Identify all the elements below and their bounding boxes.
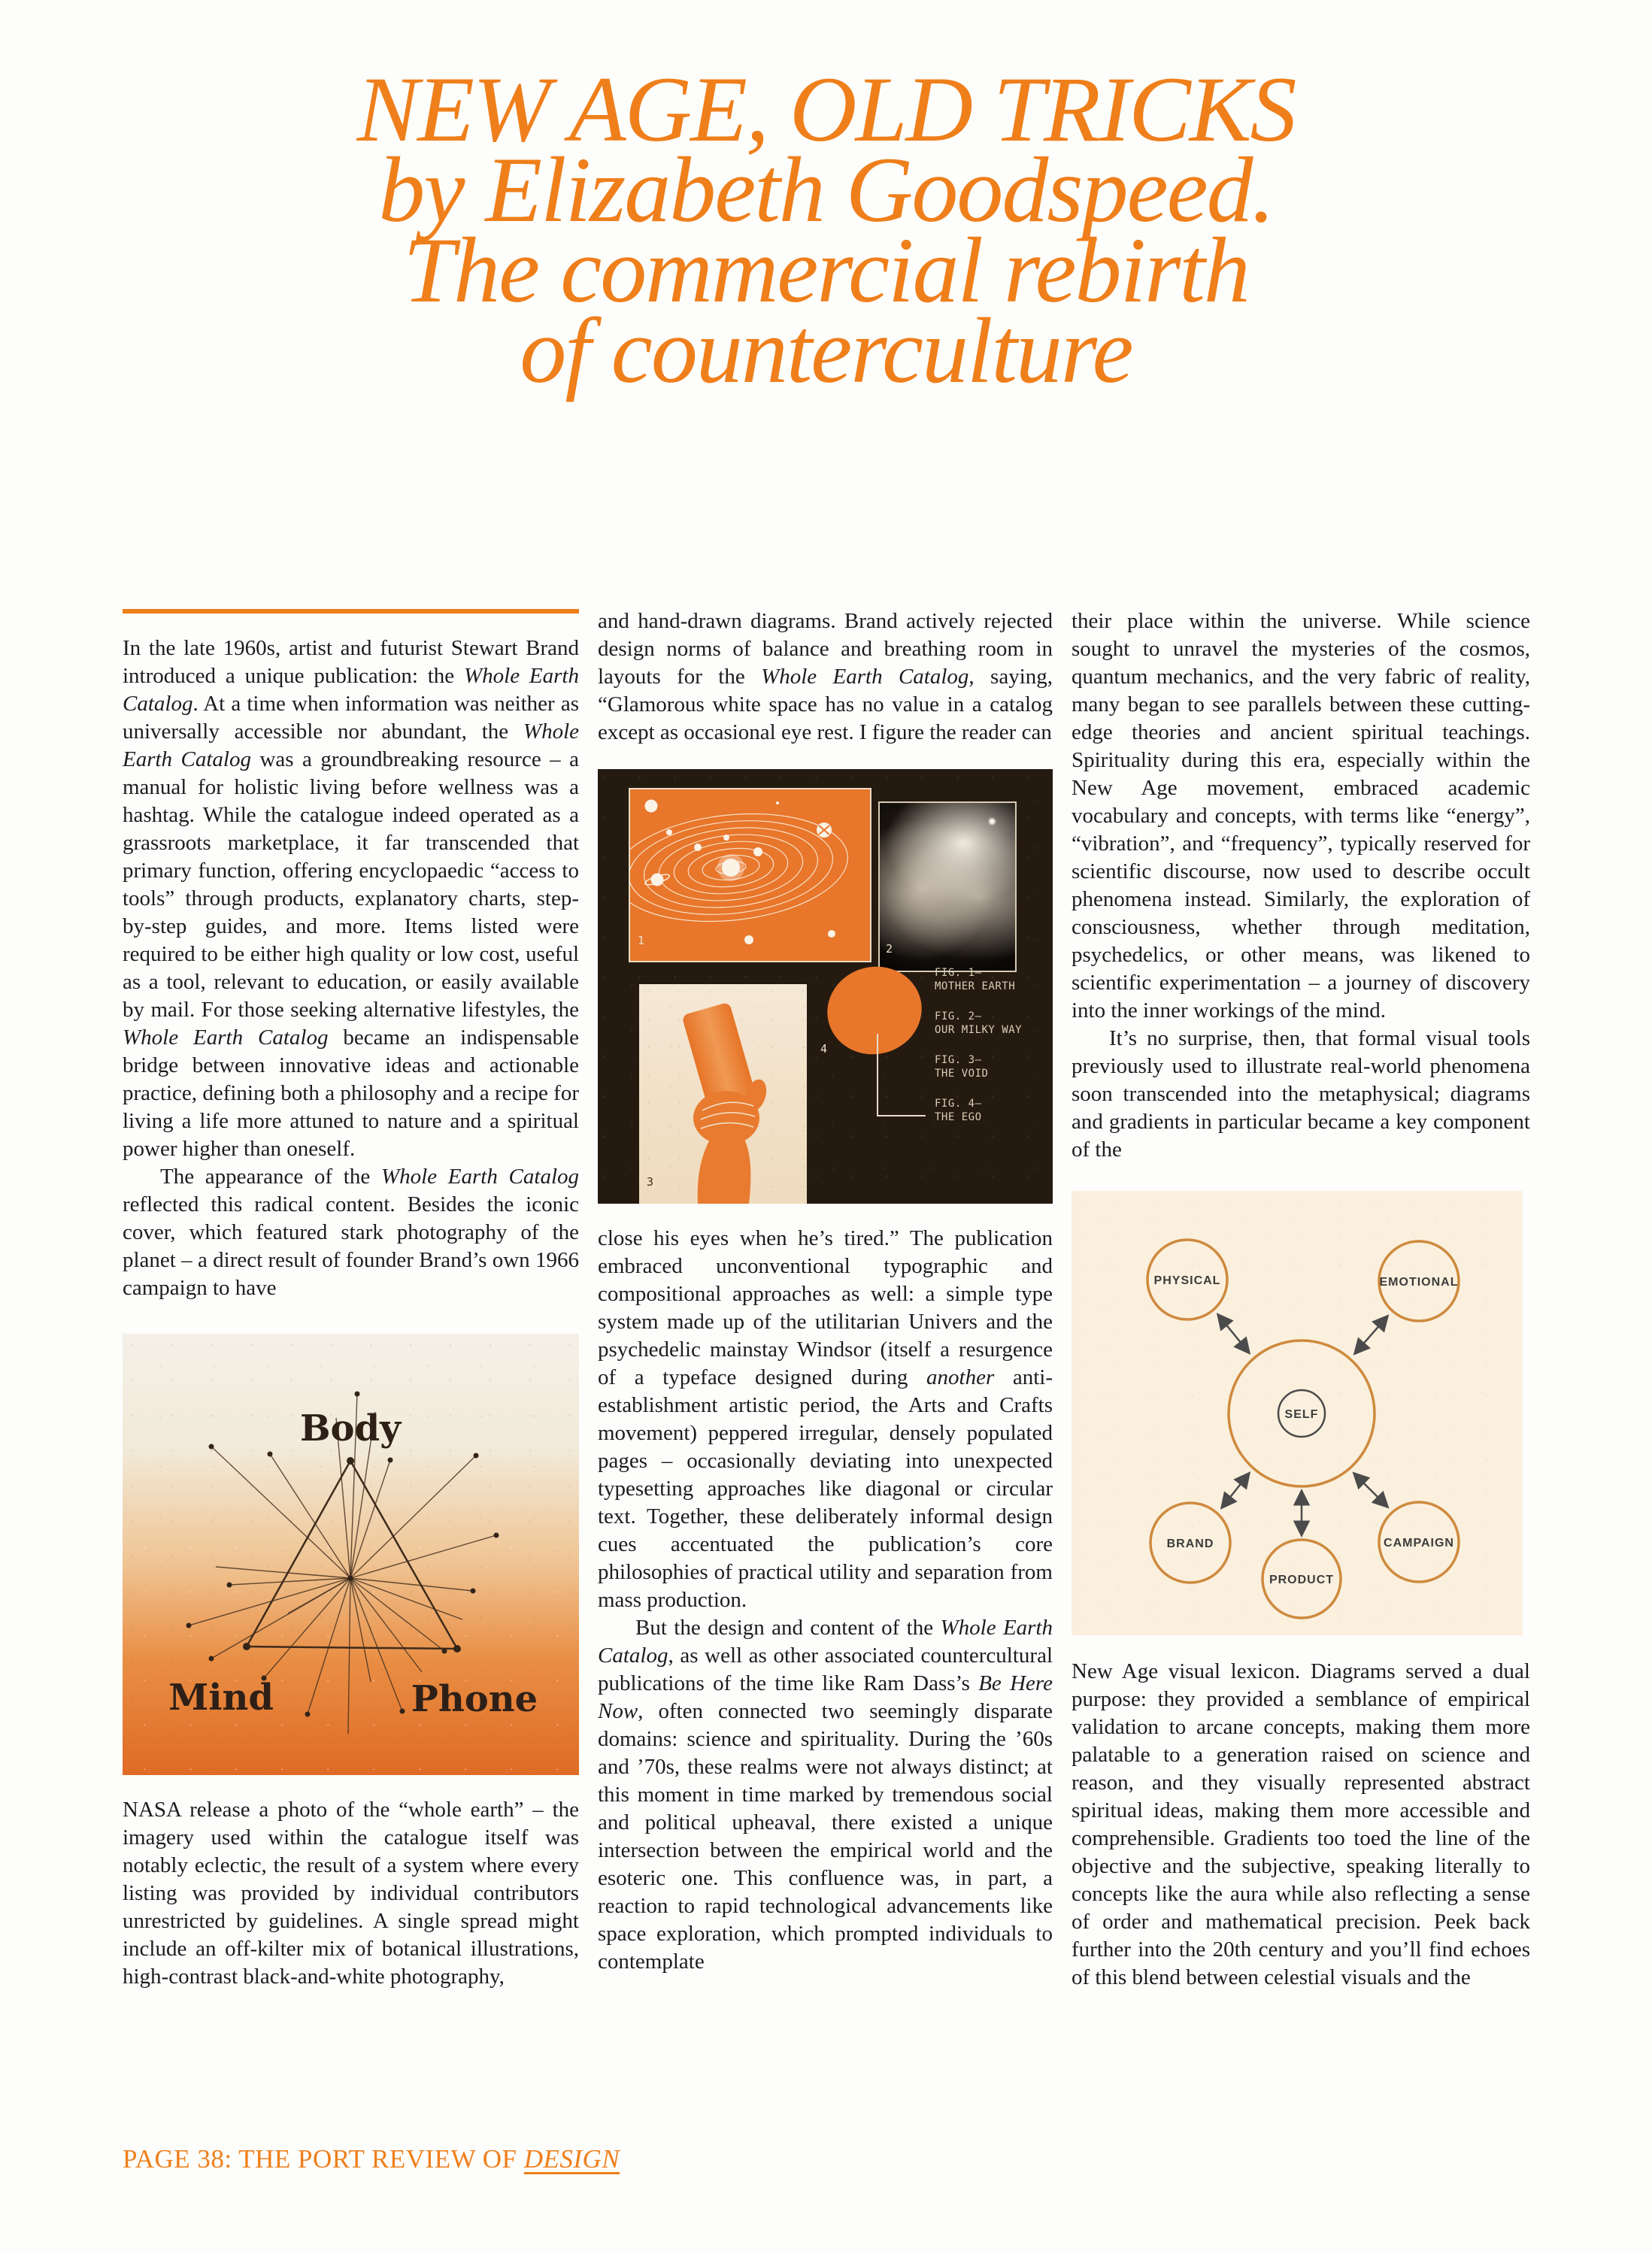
- title-line-4: of counterculture: [520, 299, 1132, 402]
- panel-1-label: 1: [638, 934, 645, 947]
- self-diagram-graphic: [1072, 1191, 1523, 1635]
- solar-system-graphic: [630, 789, 870, 961]
- panel-4-label: 4: [820, 1042, 828, 1056]
- title-line-3: The commercial rebirth: [403, 219, 1249, 322]
- caption-fig-3: FIG. 3– THE VOID: [935, 1054, 989, 1080]
- paragraph: and hand-drawn diagrams. Brand actively rejected design norms of balance and breathing room in layouts for the Whole Earth Catalog, saying, “Glamorous white space has no value in a catalog except as occasional eye rest. I figure the reader can: [598, 609, 1053, 744]
- hand-phone-panel: [639, 984, 807, 1204]
- mind-map-graphic: [123, 1334, 579, 1775]
- mind-map-figure: [123, 1334, 579, 1775]
- paragraph: NASA release a photo of the “whole earth” – the imagery used within the catalogue itself was notably eclectic, the result of a system where every listing was provided by individual contributors unrestricted by guidelines. A single spread might include an off-kilter mix of botanical illustrations, high-contrast black-and-white photography,: [123, 1798, 579, 1989]
- article-column-left: [123, 601, 579, 1991]
- brand-label: BRAND: [1166, 1538, 1214, 1550]
- caption-fig-4: FIG. 4– THE EGO: [935, 1098, 982, 1123]
- self-label: SELF: [1284, 1408, 1319, 1421]
- ego-connector-line: [877, 1034, 926, 1116]
- article-column-middle: [598, 601, 1053, 1976]
- footer-text: PAGE 38: THE PORT REVIEW OF: [123, 2144, 524, 2174]
- caption-fig-1: FIG. 1– MOTHER EARTH: [935, 967, 1016, 992]
- nebula-panel: [878, 801, 1017, 972]
- column-rule: [123, 609, 579, 613]
- title-line-1: NEW AGE, OLD TRICKS: [356, 58, 1296, 161]
- triangle-label-phone: Phone: [411, 1678, 538, 1720]
- title-line-2: by Elizabeth Goodspeed.: [378, 138, 1274, 241]
- self-diagram-figure: [1072, 1191, 1523, 1635]
- panel-2-label: 2: [886, 942, 893, 956]
- paragraph: In the late 1960s, artist and futurist Stewart Brand introduced a unique publication: the Whole Earth Catalog. At a time when information was neither as universally accessible nor abundant, the Whole Earth Catalog was a groundbreaking resource – a manual for holistic living before wellness was a hashtag. While the catalogue indeed operated as a grassroots marketplace, it far transcended that primary function, offering encyclopaedic “access to tools” through products, explanatory charts, step-by-step guides, and more. Items listed were required to be either high quality or low cost, useful as a tool, relevant to education, or easily available by mail. For those seeking alternative lifestyles, the Whole Earth Catalog became an indispensable bridge between innovative ideas and actionable practice, defining both a philosophy and a recipe for living a life more attuned to nature and a spiritual power higher than oneself.: [123, 636, 579, 1161]
- panel-3-label: 3: [647, 1175, 654, 1189]
- paragraph: But the design and content of the Whole Earth Catalog, as well as other associated countercultural publications of the time like Ram Dass’s Be Here Now, often connected two seemingly disparate domains: science and spirituality. During the ’60s and ’70s, these realms were not always distinct; at this moment in time marked by tremendous social and political upheaval, there existed a unique intersection between the empirical world and the esoteric one. This confluence was, in part, a reaction to rapid technological advancements like space exploration, which prompted individuals to contemplate: [598, 1616, 1053, 1974]
- footer-design-link[interactable]: DESIGN: [523, 2144, 620, 2174]
- triangle-label-body: Body: [299, 1407, 402, 1450]
- figure-captions: [935, 966, 1022, 1141]
- campaign-label: CAMPAIGN: [1384, 1537, 1454, 1550]
- saturn-planet: [644, 872, 670, 886]
- physical-label: PHYSICAL: [1153, 1274, 1221, 1287]
- solar-system-panel: [629, 788, 871, 962]
- article-column-right: [1072, 601, 1530, 1992]
- page-footer: [123, 2144, 620, 2174]
- triangle: [247, 1461, 457, 1649]
- hand-phone-graphic: [639, 984, 807, 1204]
- triangle-label-mind: Mind: [168, 1677, 274, 1719]
- paragraph: New Age visual lexicon. Diagrams served a dual purpose: they provided a semblance of empirical validation to arcane concepts, making them more palatable to a generation raised on science and reason, and they visually represented abstract spiritual ideas, making them more accessible and comprehensible. Gradients too toed the line of the objective and the subjective, speaking literally to concepts like the aura while also reflecting a sense of order and mathematical precision. Peek back further into the 20th century and you’ll find echoes of this blend between celestial visuals and the: [1072, 1659, 1530, 1989]
- caption-fig-2: FIG. 2– OUR MILKY WAY: [935, 1010, 1023, 1036]
- paragraph: their place within the universe. While science sought to unravel the mysteries of the cosmos, quantum mechanics, and the very fabric of reality, many began to see parallels between these cutting-edge theories and ancient spiritual teachings. Spirituality during this era, especially within the New Age movement, embraced academic vocabulary and concepts, with terms like “energy”, “vibration”, and “frequency”, typically reserved for scientific discourse, now used to describe occult phenomena instead. Similarly, the exploration of consciousness, whether through meditation, psychedelics, or other means, was likened to scientific experimentation – a journey of discovery into the inner workings of the mind.: [1072, 609, 1530, 1022]
- collage-figure: [598, 769, 1053, 1204]
- product-label: PRODUCT: [1269, 1574, 1335, 1586]
- emotional-label: EMOTIONAL: [1379, 1276, 1459, 1289]
- paragraph: close his eyes when he’s tired.” The publication embraced unconventional typographic and compositional approaches as well: a simple type system made up of the utilitarian Univers and the psychedelic mainstay Windsor (itself a resurgence of a typeface designed during another anti-establishment artistic period, the Arts and Crafts movement) peppered irregular, densely populated pages – occasionally deviating into unexpected typesetting approaches like diagonal or circular text. Together, these deliberately informal design cues accentuated the publication’s core philosophies of practical utility and separation from mass production.: [598, 1226, 1053, 1612]
- paragraph: It’s no surprise, then, that formal visual tools previously used to illustrate real-world phenomena soon transcended into the metaphysical; diagrams and gradients in particular became a key component of the: [1072, 1026, 1530, 1162]
- article-title: [0, 58, 1652, 402]
- paragraph: The appearance of the Whole Earth Catalog reflected this radical content. Besides the iconic cover, which featured stark photography of the planet – a direct result of founder Brand’s own 1966 campaign to have: [123, 1165, 579, 1300]
